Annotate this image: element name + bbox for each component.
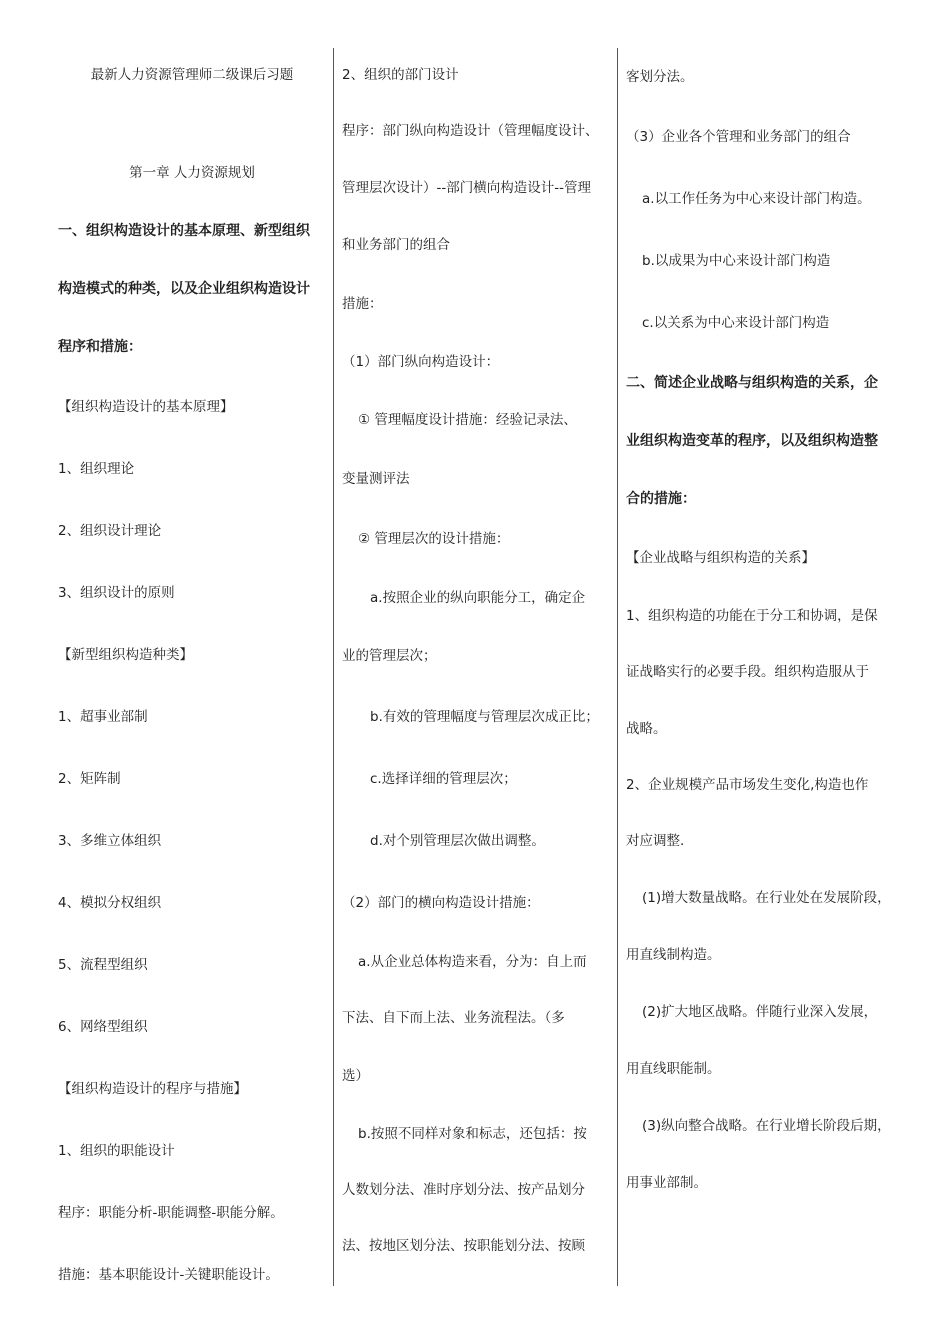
- col3-text-line: (2)扩大地区战略。伴随行业深入发展，: [642, 1004, 878, 1020]
- col3-text-line: 2、企业规模产品市场发生变化,构造也作: [626, 777, 869, 793]
- col3-text-line: 用直线制构造。: [626, 947, 721, 963]
- col3-text-line: 对应调整.: [626, 833, 685, 849]
- col2-text-line: （1）部门纵向构造设计：: [342, 354, 500, 370]
- col3-text-line: 战略。: [626, 721, 667, 737]
- col3-text-line: 合的措施：: [626, 491, 696, 507]
- col1-text-line: 最新人力资源管理师二级课后习题: [90, 67, 294, 83]
- col2-text-line: 选）: [342, 1068, 369, 1084]
- col1-text-line: 4、模拟分权组织: [58, 895, 162, 911]
- col1-text-line: 5、流程型组织: [58, 957, 148, 973]
- col1-text-line: 【新型组织构造种类】: [58, 647, 193, 663]
- col1-text-line: [58, 102, 326, 144]
- col1-text-line: 2、组织设计理论: [58, 523, 162, 539]
- col3-text-line: b.以成果为中心来设计部门构造: [642, 253, 831, 269]
- col1-text-line: 1、组织的职能设计: [58, 1143, 175, 1159]
- col2-text-line: 法、按地区划分法、按职能划分法、按顾: [342, 1238, 585, 1254]
- column-middle: [342, 48, 618, 1274]
- col2-text-line: b.有效的管理幅度与管理层次成正比；: [370, 709, 599, 725]
- col3-text-line: （3）企业各个管理和业务部门的组合: [626, 129, 851, 145]
- col1-text-line: 6、网络型组织: [58, 1019, 148, 1035]
- col1-text-line: 3、多维立体组织: [58, 833, 162, 849]
- column-left: [58, 48, 326, 1306]
- column-right: [626, 48, 910, 1212]
- col1-text-line: 程序和措施：: [58, 339, 142, 355]
- col2-text-line: 和业务部门的组合: [342, 237, 450, 253]
- col1-text-line: 2、矩阵制: [58, 771, 121, 787]
- col2-text-line: 人数划分法、准时序划分法、按产品划分: [342, 1182, 585, 1198]
- col1-text-line: 3、组织设计的原则: [58, 585, 175, 601]
- col3-text-line: 【企业战略与组织构造的关系】: [626, 550, 815, 566]
- col3-text-line: 业组织构造变革的程序，以及组织构造整: [626, 433, 878, 449]
- col2-text-line: 措施：: [342, 296, 383, 312]
- col2-text-line: d.对个别管理层次做出调整。: [370, 833, 545, 849]
- col3-text-line: 用事业部制。: [626, 1175, 707, 1191]
- col2-text-line: c.选择详细的管理层次；: [370, 771, 517, 787]
- col1-text-line: 构造模式的种类，以及企业组织构造设计: [58, 281, 310, 297]
- col2-text-line: b.按照不同样对象和标志，还包括：按: [358, 1126, 587, 1142]
- col1-text-line: 一、组织构造设计的基本原理、新型组织: [58, 223, 310, 239]
- col2-text-line: （2）部门的横向构造设计措施：: [342, 895, 540, 911]
- col3-text-line: a.以工作任务为中心来设计部门构造。: [642, 191, 871, 207]
- col2-text-line: a.从企业总体构造来看，分为：自上而: [358, 954, 587, 970]
- column-divider-left: [333, 48, 334, 1286]
- col2-text-line: 变量测评法: [342, 471, 410, 487]
- col3-text-line: 二、简述企业战略与组织构造的关系，企: [626, 375, 878, 391]
- col1-text-line: 【组织构造设计的程序与措施】: [58, 1081, 247, 1097]
- col3-text-line: 证战略实行的必要手段。组织构造服从于: [626, 664, 869, 680]
- col3-text-line: 用直线职能制。: [626, 1061, 721, 1077]
- col1-text-line: 【组织构造设计的基本原理】: [58, 399, 234, 415]
- col1-text-line: 措施：基本职能设计-关键职能设计。: [58, 1267, 279, 1283]
- col2-text-line: 下法、自下而上法、业务流程法。（多: [342, 1010, 565, 1026]
- col2-text-line: a.按照企业的纵向职能分工，确定企: [370, 590, 586, 606]
- col3-text-line: (3)纵向整合战略。在行业增长阶段后期，: [642, 1118, 891, 1134]
- col1-text-line: 程序：职能分析-职能调整-职能分解。: [58, 1205, 284, 1221]
- col2-text-line: 程序：部门纵向构造设计（管理幅度设计、: [342, 123, 599, 139]
- col2-text-line: 业的管理层次；: [342, 648, 437, 664]
- col3-text-line: 客划分法。: [626, 69, 694, 85]
- col1-text-line: 1、超事业部制: [58, 709, 148, 725]
- col2-text-line: ① 管理幅度设计措施：经验记录法、: [358, 412, 577, 428]
- col2-text-line: ② 管理层次的设计措施：: [358, 531, 510, 547]
- col3-text-line: (1)增大数量战略。在行业处在发展阶段，: [642, 890, 891, 906]
- col3-text-line: 1、组织构造的功能在于分工和协调，是保: [626, 608, 878, 624]
- col1-text-line: 第一章 人力资源规划: [129, 165, 255, 181]
- col2-text-line: 2、组织的部门设计: [342, 67, 459, 83]
- col1-text-line: 1、组织理论: [58, 461, 135, 477]
- col2-text-line: 管理层次设计）--部门横向构造设计--管理: [342, 180, 591, 196]
- col3-text-line: c.以关系为中心来设计部门构造: [642, 315, 830, 331]
